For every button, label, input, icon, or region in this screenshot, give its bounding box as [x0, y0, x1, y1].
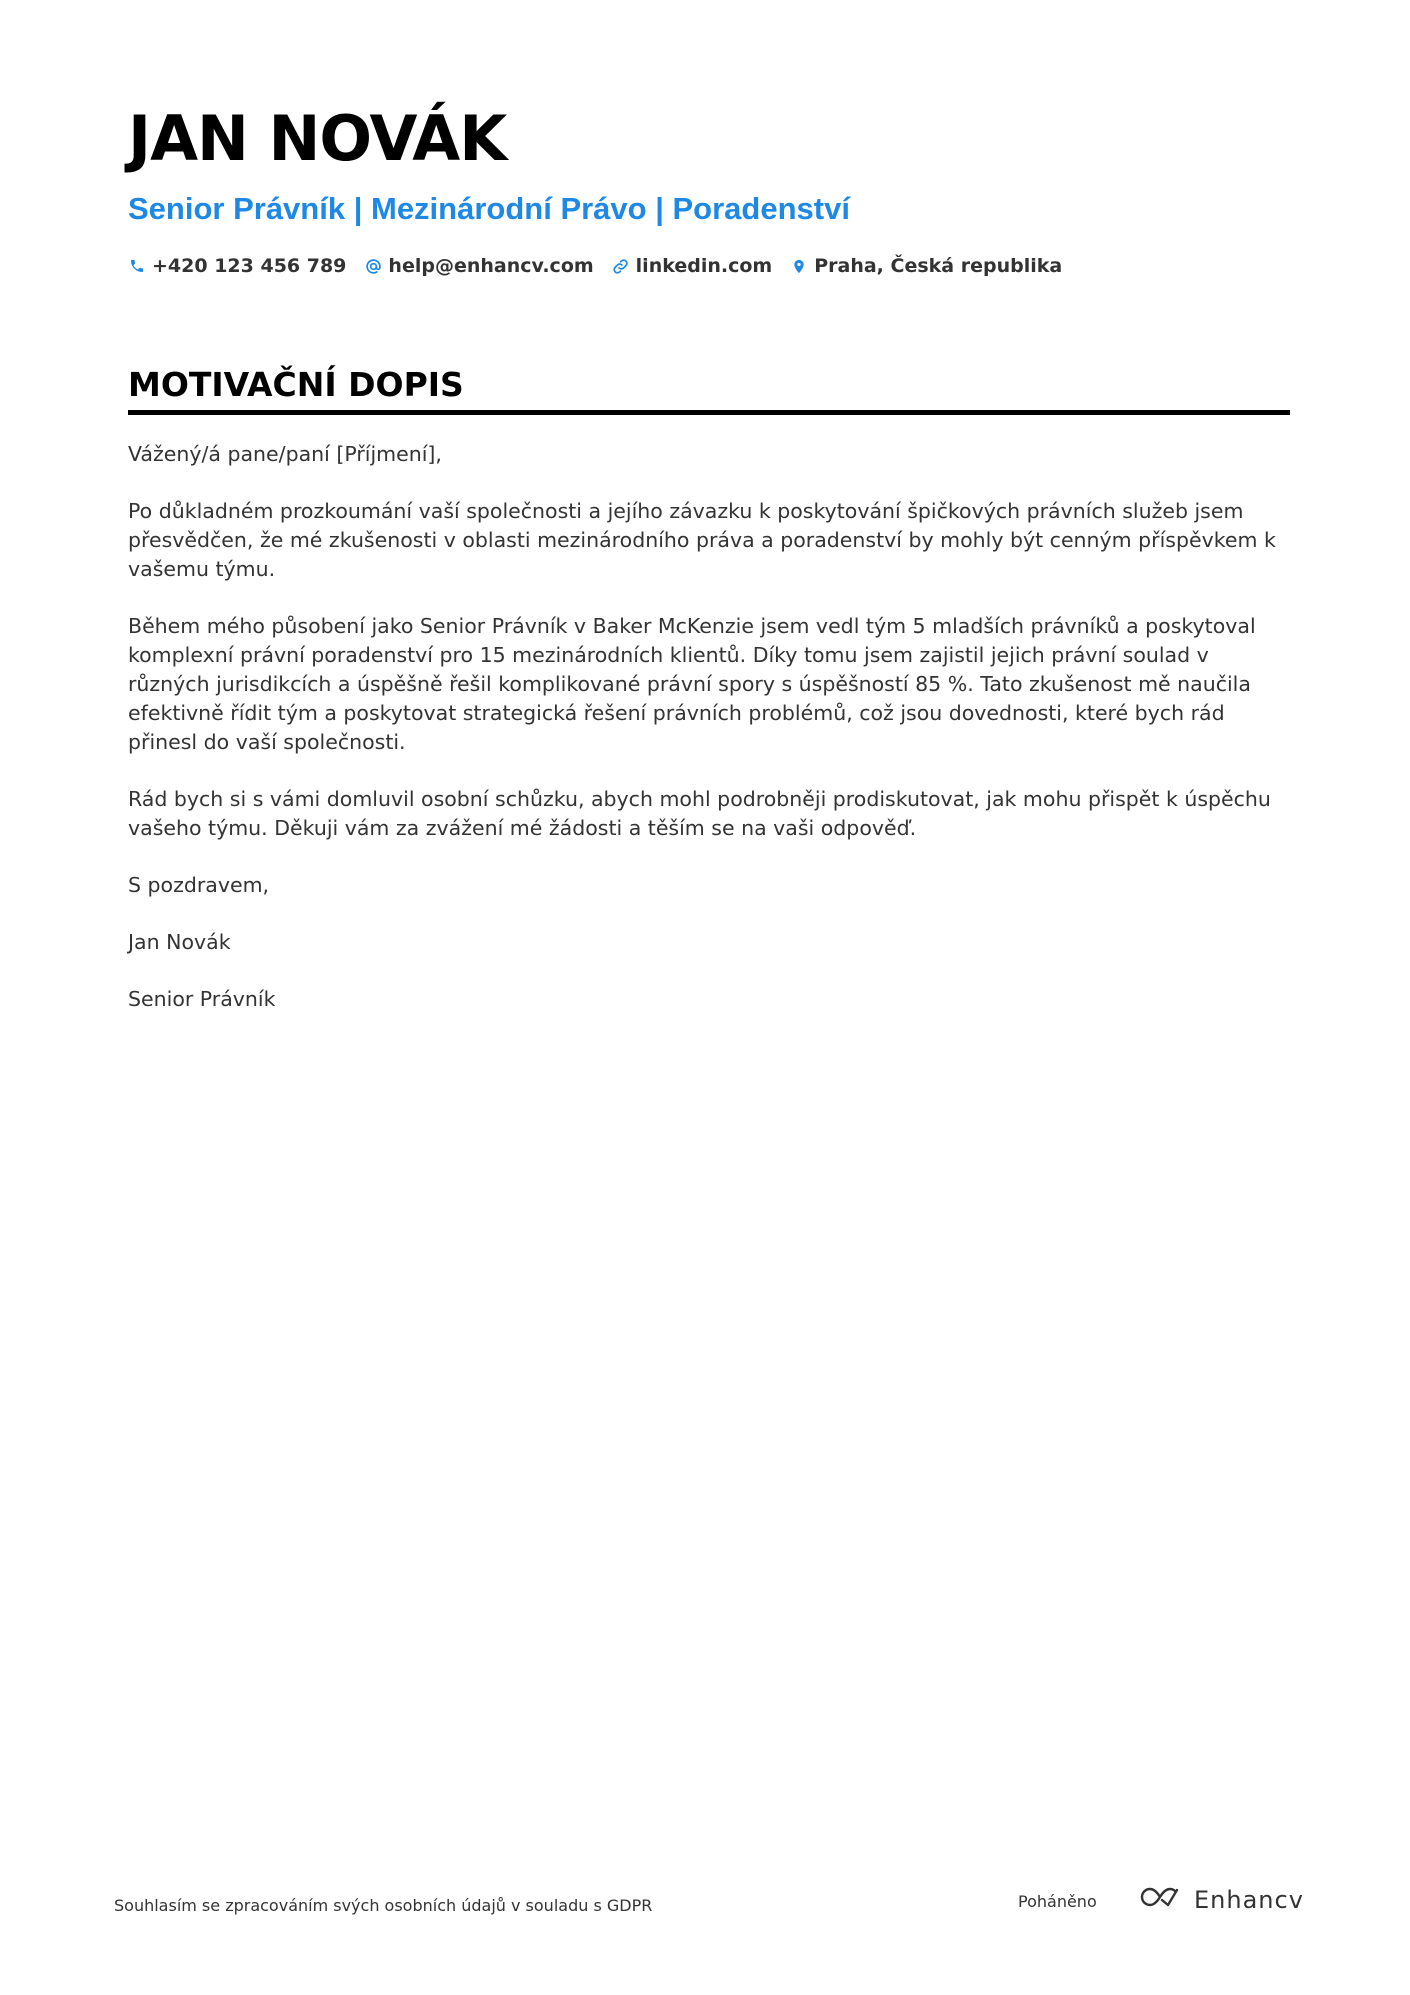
contact-bar: [128, 255, 1062, 277]
contact-email: [364, 255, 593, 277]
section-title: MOTIVAČNÍ DOPIS: [128, 365, 464, 404]
letter-paragraph: Rád bych si s vámi domluvil osobní schůzku, abych mohl podrobněji prodiskutovat, jak mohu přispět k úspěchu vašeho týmu. Děkuji vám za zvážení mé žádosti a těším se na vaši odpověď.: [128, 787, 1271, 840]
email-value[interactable]: help@enhancv.com: [388, 255, 594, 277]
linkedin-value[interactable]: linkedin.com: [635, 255, 773, 277]
signature-title: Senior Právník: [128, 987, 276, 1011]
enhancv-brand[interactable]: [1138, 1884, 1304, 1916]
enhancv-logo-icon: [1138, 1884, 1184, 1916]
letter-closing: S pozdravem,: [128, 873, 270, 897]
contact-phone: [128, 255, 346, 277]
contact-location: [790, 255, 1062, 277]
letter-salutation: Vážený/á pane/paní [Příjmení],: [128, 442, 442, 466]
link-icon: [612, 257, 630, 275]
phone-value[interactable]: +420 123 456 789: [152, 255, 347, 277]
letter-paragraph: Během mého působení jako Senior Právník v Baker McKenzie jsem vedl tým 5 mladších právníků a poskytoval komplexní právní poradenství pro 15 mezinárodních klientů. Díky tomu jsem zajistil jejich právní soulad v různých jurisdikcích a úspěšně řešil komplikované právní spory s úspěšností 85 %. Tato zkušenost mě naučila efektivně řídit tým a poskytovat strategická řešení právních problémů, což jsou dovednosti, které bych rád přinesl do vaší společnosti.: [128, 614, 1256, 754]
location-value: Praha, Česká republika: [814, 255, 1063, 277]
brand-name: Enhancv: [1194, 1886, 1304, 1914]
phone-icon: [128, 257, 146, 275]
section-divider: [128, 410, 1290, 415]
gdpr-consent: Souhlasím se zpracováním svých osobních údajů v souladu s GDPR: [114, 1896, 653, 1915]
at-icon: [364, 257, 382, 275]
contact-linkedin: [612, 255, 773, 277]
location-pin-icon: [790, 257, 808, 275]
letter-paragraph: Po důkladném prozkoumání vaší společnosti a jejího závazku k poskytování špičkových právních služeb jsem přesvědčen, že mé zkušenosti v oblasti mezinárodního práva a poradenství by mohly být cenným příspěvkem k vašemu týmu.: [128, 499, 1276, 581]
applicant-name: JAN NOVÁK: [128, 102, 507, 175]
signature-name: Jan Novák: [128, 930, 231, 954]
powered-by-label: Poháněno: [1018, 1892, 1097, 1911]
letter-body: [128, 440, 1290, 1042]
applicant-headline: Senior Právník | Mezinárodní Právo | Poradenství: [128, 191, 850, 226]
